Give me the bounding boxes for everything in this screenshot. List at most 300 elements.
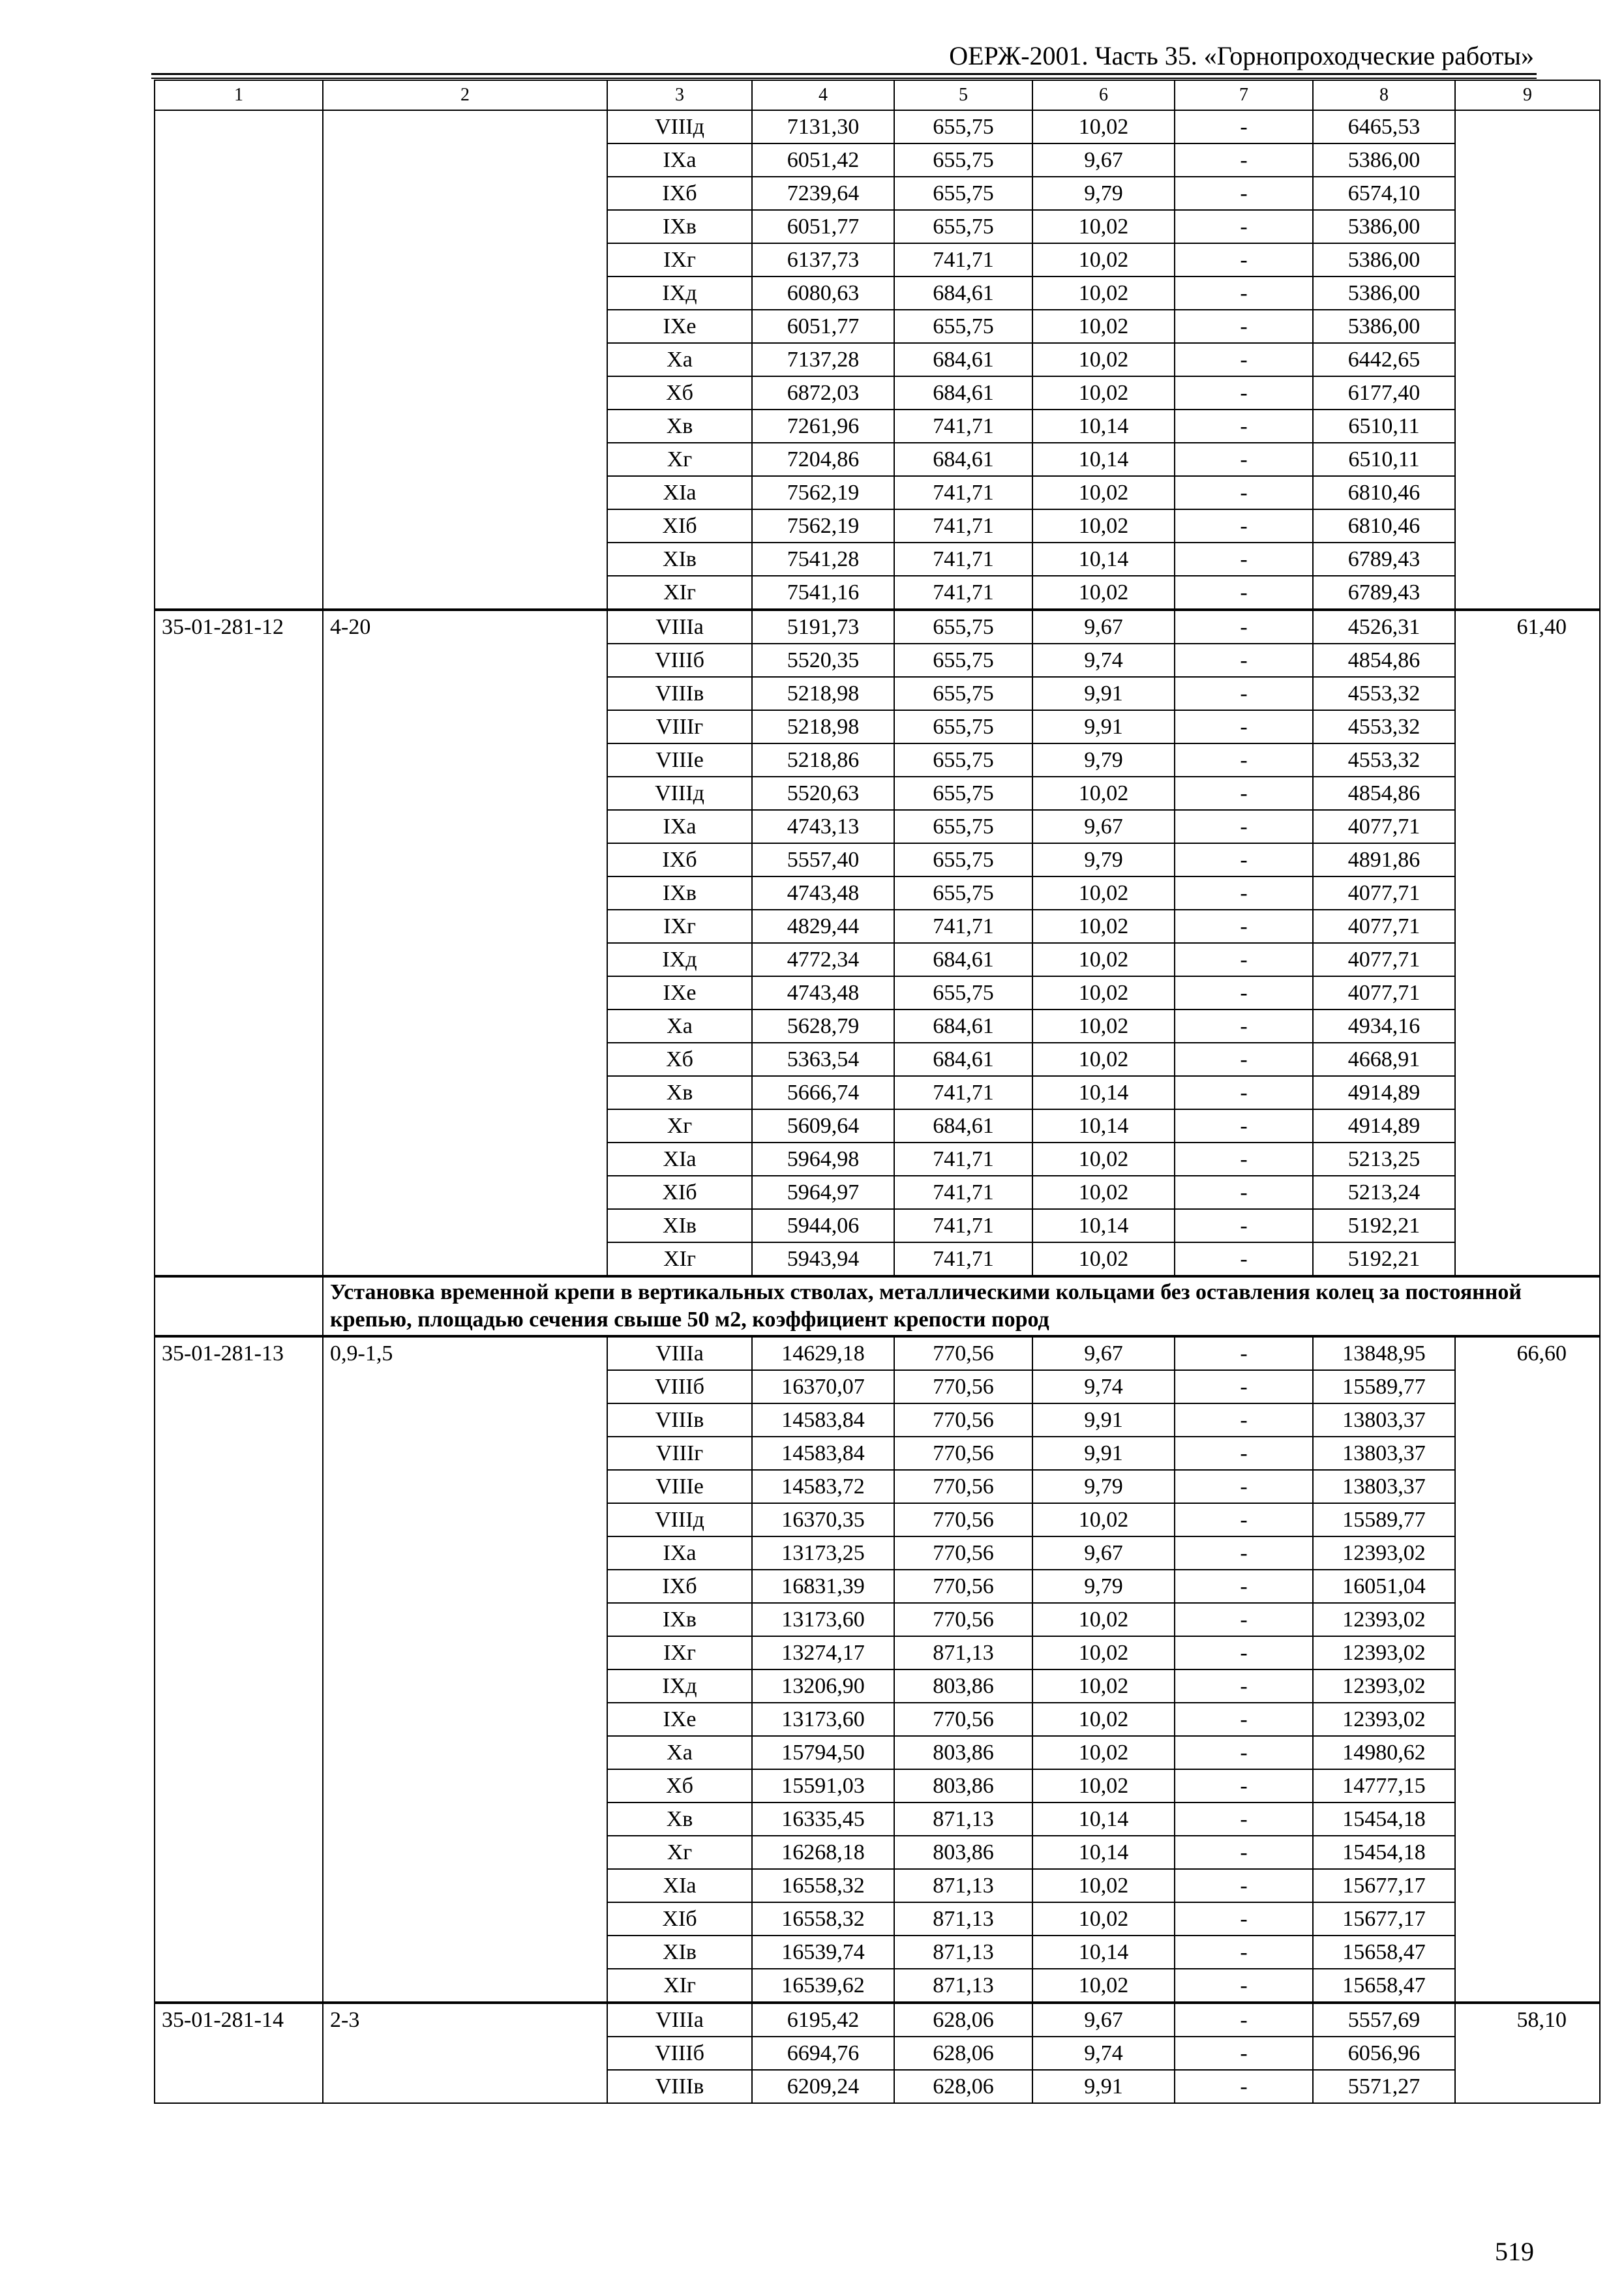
rate-code-cell: 35-01-281-13	[155, 1336, 323, 2003]
material-cost-cell: 12393,02	[1313, 1603, 1455, 1636]
column-number-cell: 9	[1455, 80, 1600, 110]
material-cost-cell: 13803,37	[1313, 1437, 1455, 1470]
material-cost-cell: 14980,62	[1313, 1736, 1455, 1769]
zone-cell: VIIIд	[607, 1503, 752, 1536]
zone-cell: VIIIб	[607, 2037, 752, 2070]
operator-cost-cell: -	[1175, 1902, 1313, 1936]
total-cost-cell: 14583,72	[752, 1470, 894, 1503]
labor-cost-cell: 741,71	[894, 910, 1032, 943]
operator-cost-cell: -	[1175, 110, 1313, 143]
labor-cost-cell: 655,75	[894, 677, 1032, 710]
labor-cost-cell: 770,56	[894, 1437, 1032, 1470]
operator-cost-cell: -	[1175, 310, 1313, 343]
material-cost-cell: 13848,95	[1313, 1336, 1455, 1370]
operator-cost-cell: -	[1175, 543, 1313, 576]
operator-cost-cell: -	[1175, 376, 1313, 410]
total-cost-cell: 13173,60	[752, 1703, 894, 1736]
material-cost-cell: 4854,86	[1313, 644, 1455, 677]
labor-cost-cell: 684,61	[894, 943, 1032, 976]
total-cost-cell: 7541,28	[752, 543, 894, 576]
operator-cost-cell: -	[1175, 1043, 1313, 1076]
labor-cost-cell: 770,56	[894, 1336, 1032, 1370]
zone-cell: VIIIв	[607, 677, 752, 710]
zone-cell: IXд	[607, 943, 752, 976]
zone-cell: Xа	[607, 343, 752, 376]
material-cost-cell: 6810,46	[1313, 476, 1455, 509]
total-cost-cell: 5191,73	[752, 610, 894, 644]
machine-cost-cell: 10,02	[1032, 376, 1175, 410]
total-cost-cell: 5944,06	[752, 1209, 894, 1242]
zone-cell: VIIIв	[607, 1403, 752, 1437]
total-cost-cell: 5943,94	[752, 1242, 894, 1276]
operator-cost-cell: -	[1175, 677, 1313, 710]
zone-cell: XIб	[607, 509, 752, 543]
machine-cost-cell: 10,02	[1032, 343, 1175, 376]
operator-cost-cell: -	[1175, 2003, 1313, 2037]
material-cost-cell: 4668,91	[1313, 1043, 1455, 1076]
material-cost-cell: 4077,71	[1313, 876, 1455, 910]
material-cost-cell: 6442,65	[1313, 343, 1455, 376]
zone-cell: VIIIе	[607, 743, 752, 777]
labor-cost-cell: 655,75	[894, 876, 1032, 910]
total-cost-cell: 14583,84	[752, 1403, 894, 1437]
labor-cost-cell: 655,75	[894, 710, 1032, 743]
total-cost-cell: 16558,32	[752, 1902, 894, 1936]
labor-cost-cell: 655,75	[894, 177, 1032, 210]
column-number-cell: 4	[752, 80, 894, 110]
material-cost-cell: 5386,00	[1313, 277, 1455, 310]
labor-cost-cell: 628,06	[894, 2037, 1032, 2070]
machine-cost-cell: 10,02	[1032, 1869, 1175, 1902]
labor-hours-cell: 61,40	[1455, 610, 1600, 1276]
operator-cost-cell: -	[1175, 343, 1313, 376]
material-cost-cell: 5557,69	[1313, 2003, 1455, 2037]
operator-cost-cell: -	[1175, 1769, 1313, 1803]
zone-cell: IXг	[607, 1636, 752, 1669]
total-cost-cell: 15591,03	[752, 1769, 894, 1803]
zone-cell: XIа	[607, 1143, 752, 1176]
machine-cost-cell: 9,74	[1032, 644, 1175, 677]
hardness-range-cell: 4-20	[323, 610, 607, 1276]
machine-cost-cell: 10,02	[1032, 277, 1175, 310]
labor-cost-cell: 655,75	[894, 843, 1032, 876]
labor-cost-cell: 770,56	[894, 1603, 1032, 1636]
operator-cost-cell: -	[1175, 876, 1313, 910]
zone-cell: IXв	[607, 210, 752, 243]
zone-cell: XIг	[607, 1969, 752, 2003]
total-cost-cell: 6051,77	[752, 210, 894, 243]
labor-cost-cell: 684,61	[894, 343, 1032, 376]
labor-cost-cell: 741,71	[894, 1209, 1032, 1242]
material-cost-cell: 12393,02	[1313, 1636, 1455, 1669]
zone-cell: IXб	[607, 177, 752, 210]
zone-cell: VIIIа	[607, 610, 752, 644]
material-cost-cell: 6789,43	[1313, 543, 1455, 576]
material-cost-cell: 15454,18	[1313, 1836, 1455, 1869]
labor-cost-cell: 770,56	[894, 1703, 1032, 1736]
labor-cost-cell: 871,13	[894, 1803, 1032, 1836]
labor-cost-cell: 741,71	[894, 1076, 1032, 1109]
labor-cost-cell: 871,13	[894, 1902, 1032, 1936]
material-cost-cell: 6810,46	[1313, 509, 1455, 543]
operator-cost-cell: -	[1175, 1869, 1313, 1902]
zone-cell: IXг	[607, 910, 752, 943]
machine-cost-cell: 10,02	[1032, 509, 1175, 543]
machine-cost-cell: 10,14	[1032, 443, 1175, 476]
material-cost-cell: 12393,02	[1313, 1669, 1455, 1703]
total-cost-cell: 6051,77	[752, 310, 894, 343]
labor-cost-cell: 684,61	[894, 1043, 1032, 1076]
operator-cost-cell: -	[1175, 1603, 1313, 1636]
machine-cost-cell: 10,02	[1032, 1503, 1175, 1536]
machine-cost-cell: 10,02	[1032, 777, 1175, 810]
material-cost-cell: 6510,11	[1313, 410, 1455, 443]
operator-cost-cell: -	[1175, 576, 1313, 610]
machine-cost-cell: 10,02	[1032, 210, 1175, 243]
total-cost-cell: 16370,35	[752, 1503, 894, 1536]
section-heading-row	[155, 1276, 1600, 1336]
material-cost-cell: 4553,32	[1313, 710, 1455, 743]
machine-cost-cell: 9,91	[1032, 710, 1175, 743]
column-number-cell: 2	[323, 80, 607, 110]
labor-cost-cell: 684,61	[894, 1010, 1032, 1043]
operator-cost-cell: -	[1175, 509, 1313, 543]
machine-cost-cell: 10,02	[1032, 1703, 1175, 1736]
operator-cost-cell: -	[1175, 1336, 1313, 1370]
zone-cell: VIIIв	[607, 2070, 752, 2103]
labor-cost-cell: 684,61	[894, 1109, 1032, 1143]
labor-cost-cell: 741,71	[894, 410, 1032, 443]
total-cost-cell: 4743,48	[752, 976, 894, 1010]
total-cost-cell: 6872,03	[752, 376, 894, 410]
total-cost-cell: 13173,60	[752, 1603, 894, 1636]
zone-cell: IXв	[607, 876, 752, 910]
machine-cost-cell: 10,02	[1032, 1603, 1175, 1636]
material-cost-cell: 16051,04	[1313, 1570, 1455, 1603]
section-blank-cell	[155, 1276, 323, 1336]
column-number-cell: 5	[894, 80, 1032, 110]
labor-cost-cell: 684,61	[894, 277, 1032, 310]
machine-cost-cell: 9,67	[1032, 2003, 1175, 2037]
operator-cost-cell: -	[1175, 410, 1313, 443]
machine-cost-cell: 9,91	[1032, 1437, 1175, 1470]
machine-cost-cell: 9,67	[1032, 1536, 1175, 1570]
material-cost-cell: 5213,24	[1313, 1176, 1455, 1209]
total-cost-cell: 16558,32	[752, 1869, 894, 1902]
zone-cell: Xа	[607, 1010, 752, 1043]
zone-cell: XIг	[607, 576, 752, 610]
total-cost-cell: 7204,86	[752, 443, 894, 476]
total-cost-cell: 5520,35	[752, 644, 894, 677]
material-cost-cell: 4077,71	[1313, 910, 1455, 943]
labor-cost-cell: 871,13	[894, 1636, 1032, 1669]
machine-cost-cell: 9,79	[1032, 1570, 1175, 1603]
hardness-range-cell: 2-3	[323, 2003, 607, 2103]
machine-cost-cell: 10,14	[1032, 1109, 1175, 1143]
total-cost-cell: 16268,18	[752, 1836, 894, 1869]
zone-cell: VIIIб	[607, 644, 752, 677]
column-number-cell: 1	[155, 80, 323, 110]
table-row	[155, 110, 1600, 143]
operator-cost-cell: -	[1175, 1010, 1313, 1043]
operator-cost-cell: -	[1175, 1803, 1313, 1836]
zone-cell: XIб	[607, 1902, 752, 1936]
material-cost-cell: 6177,40	[1313, 376, 1455, 410]
labor-cost-cell: 770,56	[894, 1536, 1032, 1570]
operator-cost-cell: -	[1175, 1736, 1313, 1769]
zone-cell: XIа	[607, 1869, 752, 1902]
zone-cell: Xв	[607, 1076, 752, 1109]
operator-cost-cell: -	[1175, 243, 1313, 277]
material-cost-cell: 15677,17	[1313, 1869, 1455, 1902]
header-rule-secondary	[151, 78, 1537, 79]
zone-cell: IXа	[607, 143, 752, 177]
labor-cost-cell: 741,71	[894, 543, 1032, 576]
column-number-cell: 6	[1032, 80, 1175, 110]
labor-cost-cell: 803,86	[894, 1736, 1032, 1769]
labor-hours-cell: 58,10	[1455, 2003, 1600, 2103]
labor-cost-cell: 684,61	[894, 443, 1032, 476]
zone-cell: VIIIа	[607, 2003, 752, 2037]
machine-cost-cell: 9,79	[1032, 177, 1175, 210]
machine-cost-cell: 9,67	[1032, 610, 1175, 644]
material-cost-cell: 5386,00	[1313, 310, 1455, 343]
total-cost-cell: 5520,63	[752, 777, 894, 810]
machine-cost-cell: 9,67	[1032, 1336, 1175, 1370]
total-cost-cell: 6137,73	[752, 243, 894, 277]
rate-code-cell: 35-01-281-12	[155, 610, 323, 1276]
machine-cost-cell: 10,02	[1032, 1010, 1175, 1043]
labor-cost-cell: 741,71	[894, 1242, 1032, 1276]
labor-cost-cell: 803,86	[894, 1836, 1032, 1869]
total-cost-cell: 7541,16	[752, 576, 894, 610]
total-cost-cell: 16539,62	[752, 1969, 894, 2003]
zone-cell: IXд	[607, 1669, 752, 1703]
total-cost-cell: 6080,63	[752, 277, 894, 310]
material-cost-cell: 4914,89	[1313, 1076, 1455, 1109]
operator-cost-cell: -	[1175, 743, 1313, 777]
material-cost-cell: 4553,32	[1313, 677, 1455, 710]
material-cost-cell: 5213,25	[1313, 1143, 1455, 1176]
zone-cell: XIв	[607, 1936, 752, 1969]
total-cost-cell: 5363,54	[752, 1043, 894, 1076]
total-cost-cell: 5218,98	[752, 677, 894, 710]
machine-cost-cell: 10,14	[1032, 1836, 1175, 1869]
labor-cost-cell: 741,71	[894, 243, 1032, 277]
operator-cost-cell: -	[1175, 1143, 1313, 1176]
zone-cell: IXв	[607, 1603, 752, 1636]
total-cost-cell: 7261,96	[752, 410, 894, 443]
total-cost-cell: 6195,42	[752, 2003, 894, 2037]
total-cost-cell: 14629,18	[752, 1336, 894, 1370]
operator-cost-cell: -	[1175, 443, 1313, 476]
labor-cost-cell: 741,71	[894, 509, 1032, 543]
machine-cost-cell: 10,14	[1032, 410, 1175, 443]
machine-cost-cell: 10,02	[1032, 1769, 1175, 1803]
material-cost-cell: 4553,32	[1313, 743, 1455, 777]
operator-cost-cell: -	[1175, 710, 1313, 743]
total-cost-cell: 4829,44	[752, 910, 894, 943]
material-cost-cell: 14777,15	[1313, 1769, 1455, 1803]
zone-cell: VIIIд	[607, 110, 752, 143]
machine-cost-cell: 9,91	[1032, 677, 1175, 710]
labor-cost-cell: 741,71	[894, 476, 1032, 509]
operator-cost-cell: -	[1175, 2037, 1313, 2070]
material-cost-cell: 6789,43	[1313, 576, 1455, 610]
machine-cost-cell: 10,02	[1032, 1043, 1175, 1076]
material-cost-cell: 15589,77	[1313, 1370, 1455, 1403]
operator-cost-cell: -	[1175, 1209, 1313, 1242]
machine-cost-cell: 9,67	[1032, 143, 1175, 177]
zone-cell: IXа	[607, 810, 752, 843]
total-cost-cell: 5557,40	[752, 843, 894, 876]
machine-cost-cell: 10,02	[1032, 243, 1175, 277]
operator-cost-cell: -	[1175, 1437, 1313, 1470]
material-cost-cell: 4077,71	[1313, 976, 1455, 1010]
labor-cost-cell: 655,75	[894, 644, 1032, 677]
total-cost-cell: 14583,84	[752, 1437, 894, 1470]
total-cost-cell: 13173,25	[752, 1536, 894, 1570]
total-cost-cell: 5628,79	[752, 1010, 894, 1043]
operator-cost-cell: -	[1175, 177, 1313, 210]
operator-cost-cell: -	[1175, 1242, 1313, 1276]
labor-cost-cell: 770,56	[894, 1570, 1032, 1603]
zone-cell: VIIIб	[607, 1370, 752, 1403]
table-row	[155, 2003, 1600, 2037]
total-cost-cell: 15794,50	[752, 1736, 894, 1769]
column-number-cell: 3	[607, 80, 752, 110]
zone-cell: Xг	[607, 1109, 752, 1143]
machine-cost-cell: 10,14	[1032, 1209, 1175, 1242]
total-cost-cell: 13206,90	[752, 1669, 894, 1703]
labor-hours-cell: 66,60	[1455, 1336, 1600, 2003]
labor-cost-cell: 655,75	[894, 110, 1032, 143]
zone-cell: IXд	[607, 277, 752, 310]
zone-cell: Xг	[607, 1836, 752, 1869]
material-cost-cell: 15589,77	[1313, 1503, 1455, 1536]
zone-cell: VIIIа	[607, 1336, 752, 1370]
material-cost-cell: 6465,53	[1313, 110, 1455, 143]
labor-cost-cell: 803,86	[894, 1769, 1032, 1803]
zone-cell: Xв	[607, 410, 752, 443]
zone-cell: IXе	[607, 976, 752, 1010]
machine-cost-cell: 10,02	[1032, 1636, 1175, 1669]
labor-cost-cell: 770,56	[894, 1370, 1032, 1403]
column-number-cell: 8	[1313, 80, 1455, 110]
labor-cost-cell: 741,71	[894, 576, 1032, 610]
labor-cost-cell: 655,75	[894, 777, 1032, 810]
labor-cost-cell: 684,61	[894, 376, 1032, 410]
labor-cost-cell: 770,56	[894, 1470, 1032, 1503]
zone-cell: Xг	[607, 443, 752, 476]
operator-cost-cell: -	[1175, 476, 1313, 509]
zone-cell: IXа	[607, 1536, 752, 1570]
material-cost-cell: 4854,86	[1313, 777, 1455, 810]
material-cost-cell: 12393,02	[1313, 1703, 1455, 1736]
labor-cost-cell: 741,71	[894, 1143, 1032, 1176]
labor-cost-cell: 655,75	[894, 210, 1032, 243]
machine-cost-cell: 10,14	[1032, 1936, 1175, 1969]
material-cost-cell: 6510,11	[1313, 443, 1455, 476]
labor-cost-cell: 628,06	[894, 2003, 1032, 2037]
zone-cell: XIв	[607, 1209, 752, 1242]
operator-cost-cell: -	[1175, 1470, 1313, 1503]
labor-cost-cell: 770,56	[894, 1403, 1032, 1437]
operator-cost-cell: -	[1175, 943, 1313, 976]
material-cost-cell: 15658,47	[1313, 1936, 1455, 1969]
machine-cost-cell: 10,02	[1032, 310, 1175, 343]
machine-cost-cell: 10,02	[1032, 1902, 1175, 1936]
machine-cost-cell: 9,79	[1032, 1470, 1175, 1503]
column-number-cell: 7	[1175, 80, 1313, 110]
machine-cost-cell: 9,74	[1032, 1370, 1175, 1403]
total-cost-cell: 5609,64	[752, 1109, 894, 1143]
labor-cost-cell: 655,75	[894, 143, 1032, 177]
operator-cost-cell: -	[1175, 1370, 1313, 1403]
material-cost-cell: 5571,27	[1313, 2070, 1455, 2103]
machine-cost-cell: 9,91	[1032, 2070, 1175, 2103]
zone-cell: Xа	[607, 1736, 752, 1769]
total-cost-cell: 16831,39	[752, 1570, 894, 1603]
total-cost-cell: 5666,74	[752, 1076, 894, 1109]
machine-cost-cell: 10,02	[1032, 1736, 1175, 1769]
machine-cost-cell: 10,02	[1032, 876, 1175, 910]
section-heading: Установка временной крепи в вертикальных стволах, металлическими кольцами без оставления колец за постоянной крепью, площадью сечения свыше 50 м2, коэффициент крепости пород	[323, 1276, 1600, 1336]
total-cost-cell: 5218,86	[752, 743, 894, 777]
page-header-title: ОЕРЖ-2001. Часть 35. «Горнопроходческие работы»	[949, 41, 1534, 70]
column-numbers-row	[155, 80, 1600, 110]
machine-cost-cell: 9,79	[1032, 743, 1175, 777]
material-cost-cell: 13803,37	[1313, 1403, 1455, 1437]
operator-cost-cell: -	[1175, 843, 1313, 876]
operator-cost-cell: -	[1175, 143, 1313, 177]
table-row	[155, 1336, 1600, 1370]
total-cost-cell: 5964,98	[752, 1143, 894, 1176]
total-cost-cell: 7239,64	[752, 177, 894, 210]
operator-cost-cell: -	[1175, 210, 1313, 243]
total-cost-cell: 7137,28	[752, 343, 894, 376]
zone-cell: IXе	[607, 1703, 752, 1736]
operator-cost-cell: -	[1175, 1536, 1313, 1570]
operator-cost-cell: -	[1175, 1969, 1313, 2003]
rates-table	[154, 80, 1601, 2104]
total-cost-cell: 6694,76	[752, 2037, 894, 2070]
zone-cell: Xб	[607, 376, 752, 410]
material-cost-cell: 4077,71	[1313, 943, 1455, 976]
machine-cost-cell: 10,02	[1032, 1143, 1175, 1176]
operator-cost-cell: -	[1175, 1570, 1313, 1603]
labor-cost-cell: 871,13	[894, 1969, 1032, 2003]
material-cost-cell: 4891,86	[1313, 843, 1455, 876]
rate-code-cell	[155, 110, 323, 610]
operator-cost-cell: -	[1175, 1636, 1313, 1669]
material-cost-cell: 4934,16	[1313, 1010, 1455, 1043]
labor-hours-cell	[1455, 110, 1600, 610]
operator-cost-cell: -	[1175, 810, 1313, 843]
zone-cell: VIIIг	[607, 1437, 752, 1470]
operator-cost-cell: -	[1175, 1503, 1313, 1536]
material-cost-cell: 5386,00	[1313, 243, 1455, 277]
hardness-range-cell: 0,9-1,5	[323, 1336, 607, 2003]
machine-cost-cell: 10,02	[1032, 943, 1175, 976]
operator-cost-cell: -	[1175, 1076, 1313, 1109]
operator-cost-cell: -	[1175, 644, 1313, 677]
total-cost-cell: 16335,45	[752, 1803, 894, 1836]
machine-cost-cell: 10,02	[1032, 1242, 1175, 1276]
total-cost-cell: 5964,97	[752, 1176, 894, 1209]
zone-cell: XIв	[607, 543, 752, 576]
machine-cost-cell: 10,14	[1032, 1076, 1175, 1109]
